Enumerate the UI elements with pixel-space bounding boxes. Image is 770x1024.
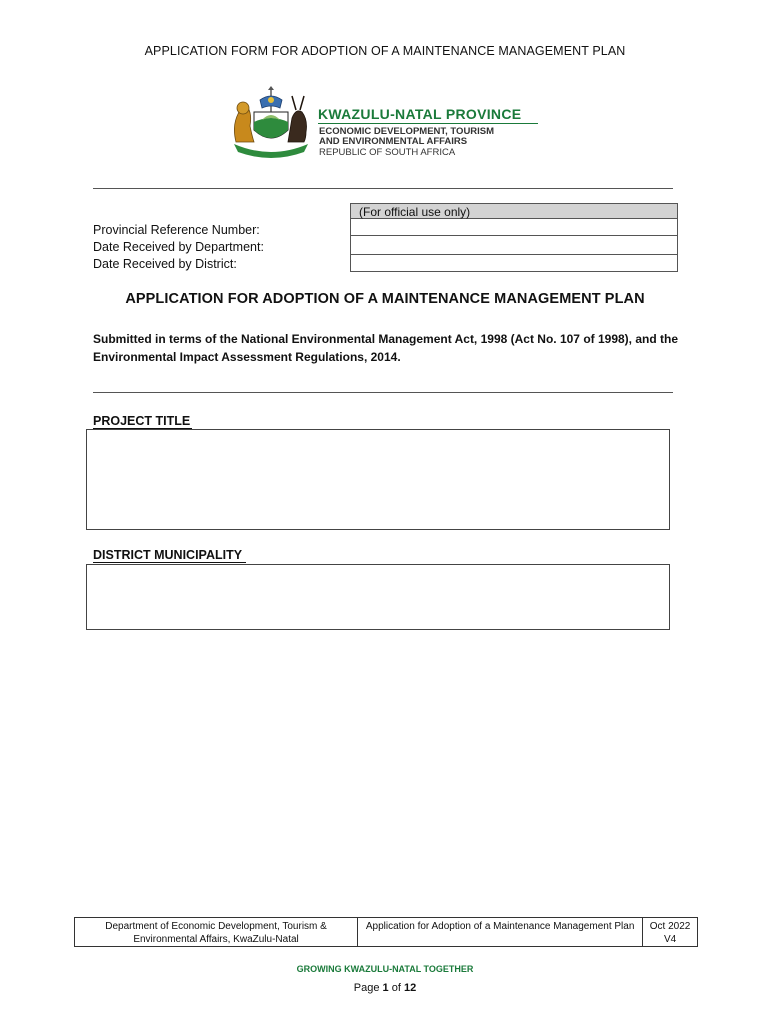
date-received-district-label: Date Received by District: (93, 257, 237, 271)
district-municipality-underline (93, 562, 246, 563)
coat-of-arms-icon (226, 86, 316, 158)
date-received-department-label: Date Received by Department: (93, 240, 264, 254)
page-total: 12 (403, 982, 417, 994)
project-title-label: PROJECT TITLE (93, 414, 191, 428)
submitted-statement: Submitted in terms of the National Environmental Management Act, 1998 (Act No. 107 of 1998), and the Environmental Impact Assessment Regulations, 2014. (93, 332, 679, 364)
footer-version-number: V4 (663, 934, 677, 945)
provincial-reference-label: Provincial Reference Number: (93, 223, 260, 237)
page-number (0, 982, 770, 994)
date-received-district-field[interactable] (350, 255, 678, 272)
department-line-2: AND ENVIRONMENTAL AFFAIRS (319, 136, 468, 147)
page-of: of (391, 982, 401, 994)
department-line-1: ECONOMIC DEVELOPMENT, TOURISM (319, 126, 495, 137)
footer-slogan: GROWING KWAZULU-NATAL TOGETHER (296, 964, 474, 974)
footer-department: Department of Economic Development, Tourism & Environmental Affairs, KwaZulu-Natal (75, 918, 358, 946)
department-line-3: REPUBLIC OF SOUTH AFRICA (319, 147, 456, 158)
department-name: KWAZULU-NATAL PROVINCE (318, 106, 522, 122)
department-rule (318, 123, 538, 124)
separator-line (93, 188, 673, 189)
official-use-header: (For official use only) (350, 203, 678, 219)
page-current: 1 (382, 982, 389, 994)
date-received-department-field[interactable] (350, 236, 678, 255)
form-header-title: APPLICATION FORM FOR ADOPTION OF A MAINTENANCE MANAGEMENT PLAN (144, 44, 626, 58)
project-title-field[interactable] (86, 429, 670, 530)
district-municipality-label: DISTRICT MUNICIPALITY (93, 548, 243, 562)
provincial-reference-field[interactable] (350, 219, 678, 236)
separator-line (93, 392, 673, 393)
district-municipality-field[interactable] (86, 564, 670, 630)
footer-version (643, 918, 697, 946)
footer-document: Application for Adoption of a Maintenance Management Plan (358, 918, 643, 946)
footer-version-date: Oct 2022 (649, 921, 691, 932)
page-prefix: Page (353, 982, 380, 994)
footer-table (74, 917, 698, 947)
page-title: APPLICATION FOR ADOPTION OF A MAINTENANCE MANAGEMENT PLAN (125, 291, 645, 307)
